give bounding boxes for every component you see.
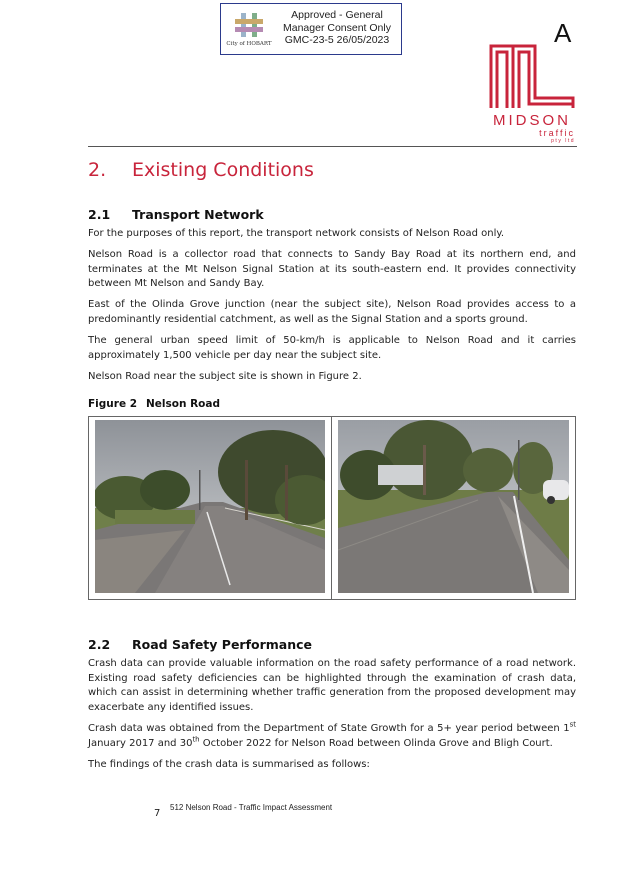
paragraph: The findings of the crash data is summarised as follows: xyxy=(88,759,370,770)
paragraph: The general urban speed limit of 50-km/h is applicable to Nelson Road and it carries approximately 1,500 vehicle per day near the subject site. xyxy=(88,335,576,361)
road-photo-left xyxy=(95,420,325,593)
stamp-line-3: GMC-23-5 26/05/2023 xyxy=(284,34,390,46)
stamp-line-1: Approved - General xyxy=(291,9,383,21)
paragraph: Crash data can provide valuable information on the road safety performance of a road network. Existing road safety deficiencies can be highlighted through the examination of crash data, which can assist in determining whether traffic generation from the proposed development may exacerbate any identified issues. xyxy=(88,658,576,713)
brand-pty: pty ltd xyxy=(551,138,575,144)
paragraph: Nelson Road near the subject site is shown in Figure 2. xyxy=(88,371,362,382)
paragraph: Nelson Road is a collector road that connects to Sandy Bay Road at its northern end, and terminates at the Mt Nelson Signal Station at its south-eastern end. It provides connectivity between Mt Nelson and Sandy Bay. xyxy=(88,249,576,290)
section-title: Existing Conditions xyxy=(132,159,314,181)
figure-caption xyxy=(88,398,220,410)
subsection-number: 2.2 xyxy=(88,637,111,652)
hobart-emblem-icon xyxy=(225,11,273,41)
figure-number: Figure 2 xyxy=(88,398,138,410)
subsection-number: 2.1 xyxy=(88,207,111,222)
brand-name: MIDSON xyxy=(493,112,571,129)
figure-title: Nelson Road xyxy=(146,398,221,410)
section-heading xyxy=(88,159,314,181)
paragraph: For the purposes of this report, the transport network consists of Nelson Road only. xyxy=(88,228,505,239)
paragraph-crash-period: Crash data was obtained from the Department of State Growth for a 5+ year period between 1st January 2017 and 30th October 2022 for Nelson Road between Olinda Grove and Bligh Court. xyxy=(88,720,576,749)
paragraph: East of the Olinda Grove junction (near the subject site), Nelson Road provides access to a predominantly residential catchment, as well as the Signal Station and a sports ground. xyxy=(88,299,576,325)
footer-text: 512 Nelson Road - Traffic Impact Assessment xyxy=(170,803,333,812)
subsection-title: Transport Network xyxy=(132,207,264,222)
figure-divider xyxy=(331,416,332,600)
subsection-heading-transport xyxy=(88,207,264,222)
brand-sub: traffic xyxy=(539,128,575,138)
section-number: 2. xyxy=(88,159,107,181)
stamp-line-2: Manager Consent Only xyxy=(283,21,391,34)
subsection-title: Road Safety Performance xyxy=(132,637,313,652)
city-name: City of HOBART xyxy=(226,41,272,47)
road-photo-right xyxy=(338,420,569,593)
header-rule xyxy=(88,146,577,147)
subsection-heading-safety xyxy=(88,637,312,652)
stamp-text xyxy=(275,9,399,47)
annotation-letter: A xyxy=(554,18,572,48)
approval-stamp xyxy=(220,3,402,55)
city-of-hobart-logo xyxy=(225,11,273,51)
page-number: 7 xyxy=(154,808,161,819)
